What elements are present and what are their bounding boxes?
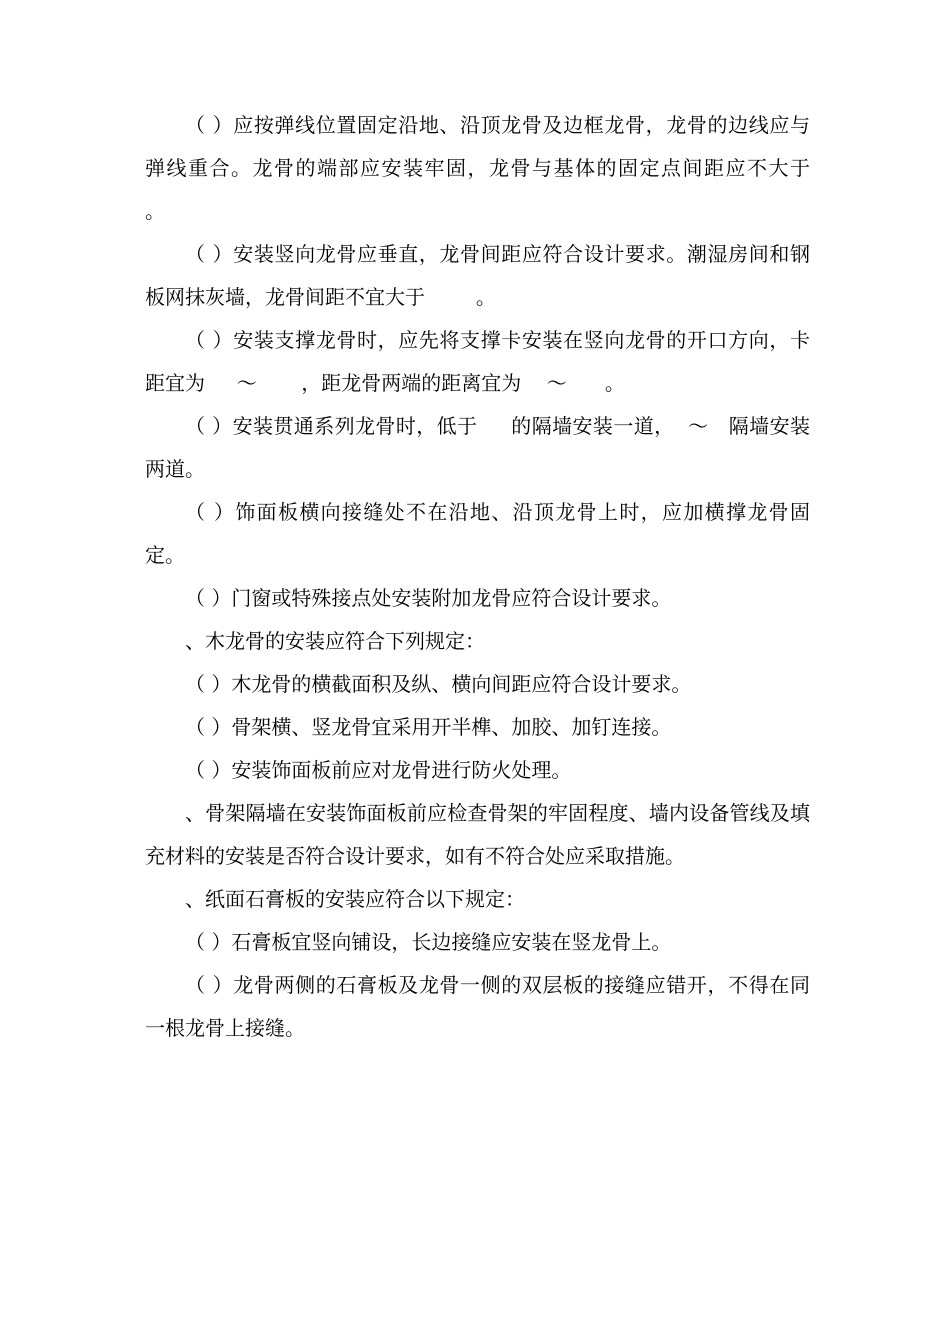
paragraph-4: （ ）安装贯通系列龙骨时，低于 的隔墙安装一道， ～ 隔墙安装两道。	[145, 414, 810, 481]
paragraph-9: （ ）骨架横、竖龙骨宜采用开半榫、加胶、加钉连接。	[185, 715, 672, 739]
paragraph-14: （ ）龙骨两侧的石膏板及龙骨一侧的双层板的接缝应错开，不得在同一根龙骨上接缝。	[145, 973, 810, 1040]
document-body	[145, 104, 842, 1050]
paragraph-1: （ ）应按弹线位置固定沿地、沿顶龙骨及边框龙骨，龙骨的边线应与弹线重合。龙骨的端部应安装牢固，龙骨与基体的固定点间距应不大于 。	[145, 113, 842, 223]
paragraph-2: （ ）安装竖向龙骨应垂直，龙骨间距应符合设计要求。潮湿房间和钢板网抹灰墙，龙骨间距不宜大于 。	[145, 242, 810, 309]
paragraph-13: （ ）石膏板宜竖向铺设，长边接缝应安装在竖龙骨上。	[185, 930, 672, 954]
paragraph-3: （ ）安装支撑龙骨时，应先将支撑卡安装在竖向龙骨的开口方向，卡距宜为 ～ ，距龙骨两端的距离宜为 ～ 。	[145, 328, 810, 395]
paragraph-7: 、木龙骨的安装应符合下列规定：	[185, 629, 485, 653]
paragraph-8: （ ）木龙骨的横截面积及纵、横向间距应符合设计要求。	[185, 672, 692, 696]
paragraph-10: （ ）安装饰面板前应对龙骨进行防火处理。	[185, 758, 572, 782]
paragraph-5: （ ）饰面板横向接缝处不在沿地、沿顶龙骨上时，应加横撑龙骨固定。	[145, 500, 810, 567]
paragraph-6: （ ）门窗或特殊接点处安装附加龙骨应符合设计要求。	[185, 586, 672, 610]
paragraph-11: 、骨架隔墙在安装饰面板前应检查骨架的牢固程度、墙内设备管线及填充材料的安装是否符合设计要求，如有不符合处应采取措施。	[145, 801, 810, 868]
paragraph-12: 、纸面石膏板的安装应符合以下规定：	[185, 887, 525, 911]
